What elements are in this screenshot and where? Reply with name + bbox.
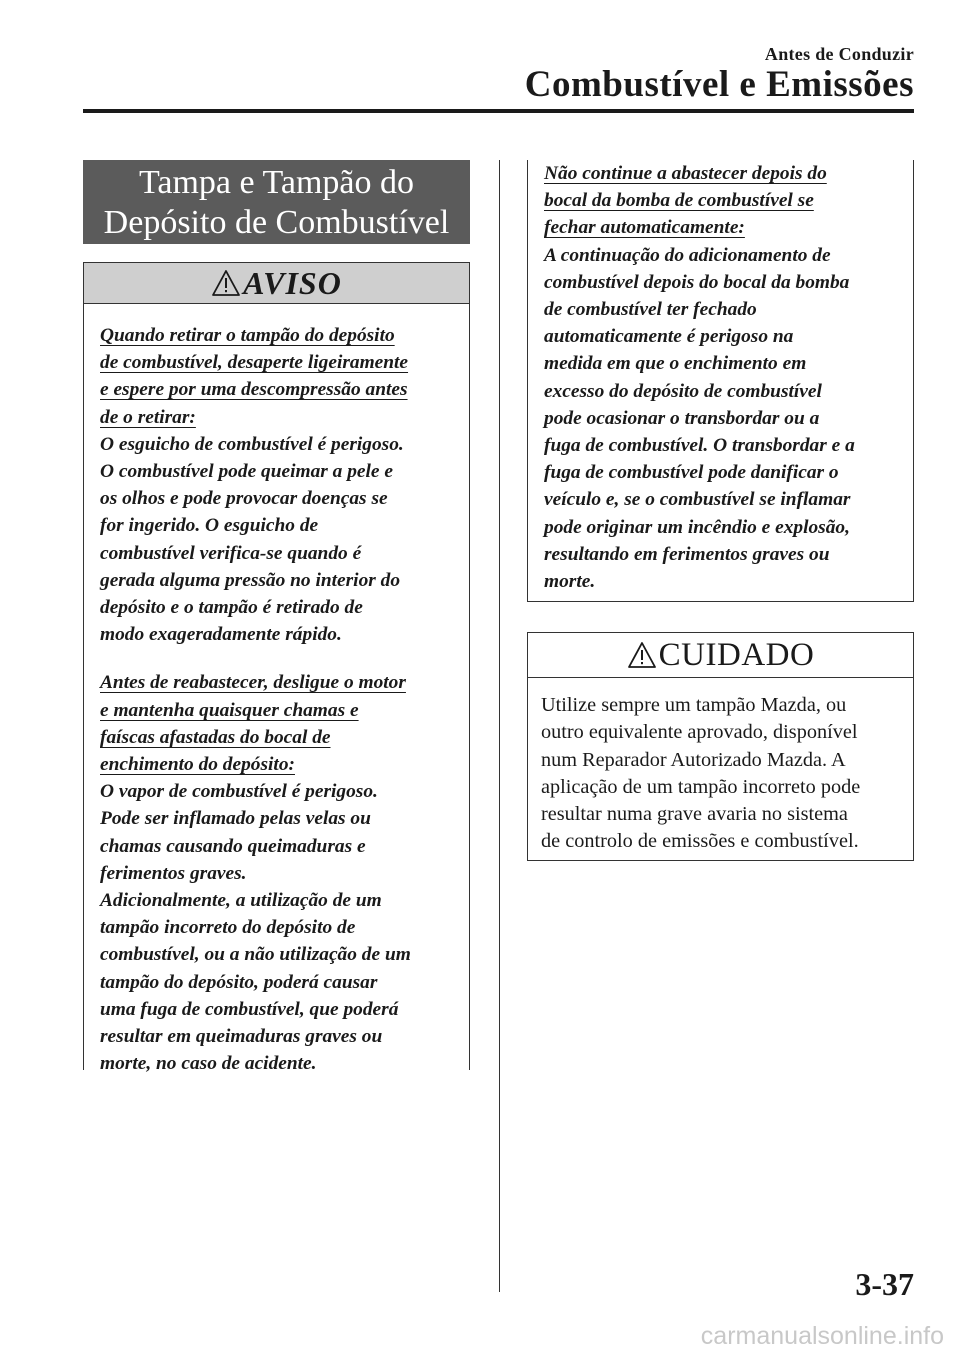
- warning-text-line: combustível, ou a não utilização de um: [100, 944, 411, 966]
- caution-header: [528, 633, 913, 678]
- caution-body: [528, 678, 913, 856]
- warning-text-line: chamas causando queimaduras e: [100, 835, 366, 857]
- caution-box: [527, 632, 914, 861]
- page-number: 3-37: [855, 1266, 914, 1302]
- warning-body: [84, 304, 469, 1077]
- warning-text-line: tampão incorreto do depósito de: [100, 917, 356, 939]
- warning-text-line: Adicionalmente, a utilização de um: [100, 890, 382, 912]
- warning-heading-line: faíscas afastadas do bocal de: [100, 726, 331, 748]
- caution-text-line: Utilize sempre um tampão Mazda, ou: [541, 694, 847, 716]
- caution-text-line: num Reparador Autorizado Mazda. A: [541, 748, 846, 771]
- warning-text-line: O esguicho de combustível é perigoso.: [100, 433, 404, 455]
- warning-text-line: pode ocasionar o transbordar ou a: [544, 407, 820, 429]
- warning-body-continued: [528, 160, 913, 595]
- warning-text-line: automaticamente é perigoso na: [544, 326, 794, 348]
- warning-heading-line: fechar automaticamente:: [544, 217, 745, 239]
- caution-text-line: de controlo de emissões e combustível.: [541, 830, 859, 853]
- warning-heading-line: Não continue a abastecer depois do: [544, 163, 827, 184]
- warning-text-line: gerada alguma pressão no interior do: [100, 569, 401, 591]
- warning-label: AVISO: [243, 264, 342, 301]
- warning-triangle-icon: [211, 269, 241, 297]
- warning-text-line: uma fuga de combustível, que poderá: [100, 998, 399, 1020]
- warning-text-line: fuga de combustível pode danificar o: [544, 462, 839, 484]
- warning-text-line: Pode ser inflamado pelas velas ou: [100, 808, 371, 830]
- warning-text-line: tampão do depósito, poderá causar: [100, 971, 378, 993]
- warning-heading-line: de o retirar:: [100, 406, 196, 428]
- warning-text-line: resultando em ferimentos graves ou: [544, 543, 830, 565]
- warning-text-line: modo exageradamente rápido.: [100, 624, 342, 646]
- warning-text-line: morte.: [544, 571, 596, 593]
- section-title: Combustível e Emissões: [524, 64, 914, 105]
- chapter-title: Antes de Conduzir: [764, 44, 914, 64]
- topic-title-box: [83, 160, 470, 244]
- header-rule: [83, 109, 914, 113]
- warning-box-continued: [527, 160, 914, 602]
- warning-text-line: excesso do depósito de combustível: [544, 380, 822, 402]
- warning-box: [83, 262, 470, 1075]
- warning-text-line: for ingerido. O esguicho de: [100, 515, 319, 537]
- caution-label: CUIDADO: [658, 636, 815, 673]
- watermark: carmanualsonline.info: [700, 1322, 944, 1350]
- caution-text-line: resultar numa grave avaria no sistema: [541, 803, 848, 826]
- warning-text-line: A continuação do adicionamento de: [544, 244, 831, 266]
- warning-text-line: resultar em queimaduras graves ou: [100, 1026, 383, 1048]
- caution-text-line: aplicação de um tampão incorreto pode: [541, 775, 861, 798]
- warning-text-line: medida em que o enchimento em: [544, 353, 807, 375]
- warning-heading-line: e espere por uma descompressão antes: [100, 379, 408, 401]
- caution-text-line: outro equivalente aprovado, disponível: [541, 721, 858, 744]
- warning-heading-line: enchimento do depósito:: [100, 754, 295, 776]
- warning-text-line: O combustível pode queimar a pele e: [100, 461, 393, 483]
- warning-text-line: combustível verifica-se quando é: [100, 542, 362, 564]
- warning-text-line: morte, no caso de acidente.: [100, 1053, 317, 1075]
- warning-heading-line: bocal da bomba de combustível se: [544, 190, 814, 212]
- warning-triangle-icon: [627, 641, 657, 669]
- warning-text-line: veículo e, se o combustível se inflamar: [544, 489, 851, 511]
- warning-heading-line: de combustível, desaperte ligeiramente: [100, 352, 409, 374]
- column-divider: [499, 160, 500, 1292]
- topic-title-line2: Depósito de Combustível: [103, 204, 450, 241]
- warning-heading-line: Antes de reabastecer, desligue o motor: [100, 672, 406, 694]
- warning-text-line: pode originar um incêndio e explosão,: [544, 516, 850, 538]
- warning-text-line: depósito e o tampão é retirado de: [100, 597, 363, 619]
- warning-heading-line: e mantenha quaisquer chamas e: [100, 699, 359, 721]
- warning-text-line: ferimentos graves.: [100, 862, 247, 884]
- warning-text-line: de combustível ter fechado: [544, 299, 757, 321]
- warning-heading-line: Quando retirar o tampão do depósito: [100, 325, 395, 346]
- warning-header: [84, 263, 469, 304]
- warning-text-line: O vapor de combustível é perigoso.: [100, 781, 378, 803]
- warning-text-line: fuga de combustível. O transbordar e a: [544, 435, 855, 457]
- warning-text-line: combustível depois do bocal da bomba: [544, 271, 850, 293]
- warning-text-line: os olhos e pode provocar doenças se: [100, 488, 388, 510]
- topic-title-line1: Tampa e Tampão do: [138, 164, 415, 201]
